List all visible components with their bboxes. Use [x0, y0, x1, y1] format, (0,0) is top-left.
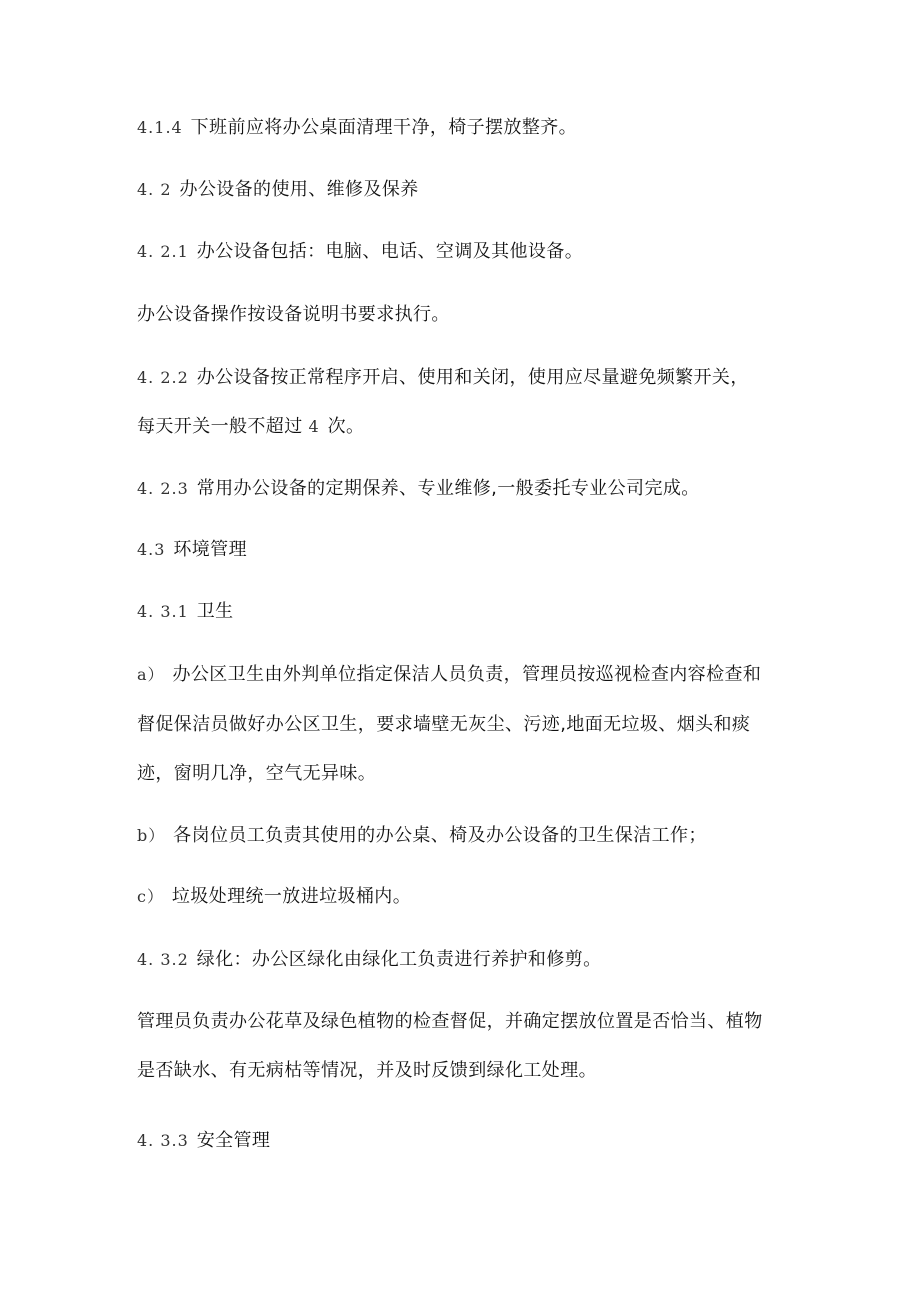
clause-4-3-heading: [137, 538, 797, 562]
clause-4-2-2: [137, 366, 797, 390]
paragraph-text: 办公设备操作按设备说明书要求执行。: [137, 304, 450, 325]
inline-number: 4: [308, 417, 320, 436]
item-text: 办公区卫生由外判单位指定保洁人员负责，管理员按巡视检查内容检查和: [172, 664, 762, 685]
clause-text: 办公设备的使用、维修及保养: [179, 179, 419, 200]
item-text: 迹，窗明几净，空气无异味。: [137, 763, 377, 784]
item-marker: a）: [137, 665, 165, 684]
paragraph-line: [137, 1010, 797, 1034]
clause-number: 4. 2: [137, 180, 172, 199]
clause-number: 4. 3.2: [137, 950, 189, 969]
clause-text: 下班前应将办公桌面清理干净，椅子摆放整齐。: [190, 117, 578, 138]
clause-text: 卫生: [196, 601, 234, 622]
item-text: 各岗位员工负责其使用的办公桌、椅及办公设备的卫生保洁工作；: [173, 825, 707, 846]
clause-text: 环境管理: [173, 539, 247, 560]
clause-4-1-4: [137, 116, 797, 140]
item-a-continuation: [137, 762, 797, 786]
paragraph-text: 每天开关一般不超过: [137, 416, 303, 437]
clause-number: 4.1.4: [137, 118, 183, 137]
clause-text: 办公设备包括：电脑、电话、空调及其他设备。: [196, 241, 584, 262]
clause-4-3-3: [137, 1129, 797, 1153]
paragraph-text: 管理员负责办公花草及绿色植物的检查督促，并确定摆放位置是否恰当、植物: [137, 1011, 763, 1032]
clause-number: 4. 3.3: [137, 1131, 189, 1150]
paragraph-text: 次。: [327, 416, 365, 437]
item-marker: b）: [137, 826, 166, 845]
paragraph-line: [137, 303, 797, 327]
item-c: [137, 885, 797, 909]
item-text: 督促保洁员做好办公区卫生，要求墙壁无灰尘、污迹,地面无垃圾、烟头和痰: [137, 714, 751, 735]
item-marker: c）: [137, 887, 164, 906]
paragraph-line: [137, 1059, 797, 1083]
clause-text: 常用办公设备的定期保养、专业维修,一般委托专业公司完成。: [196, 478, 700, 499]
item-b: [137, 824, 797, 848]
clause-4-3-1: [137, 600, 797, 624]
clause-text: 安全管理: [196, 1130, 271, 1151]
clause-number: 4. 2.3: [137, 479, 189, 498]
clause-4-3-2: [137, 948, 797, 972]
clause-4-2-1: [137, 240, 797, 264]
clause-number: 4.3: [137, 540, 166, 559]
clause-number: 4. 3.1: [137, 602, 189, 621]
clause-text: 办公设备按正常程序开启、使用和关闭，使用应尽量避免频繁开关，: [196, 367, 749, 388]
clause-4-2-heading: [137, 178, 797, 202]
clause-number: 4. 2.1: [137, 242, 189, 261]
item-a-continuation: [137, 713, 797, 737]
clause-text: 绿化：办公区绿化由绿化工负责进行养护和修剪。: [196, 949, 602, 970]
paragraph-text: 是否缺水、有无病枯等情况，并及时反馈到绿化工处理。: [137, 1060, 597, 1081]
clause-4-2-2-continuation: [137, 415, 797, 439]
clause-4-2-3: [137, 477, 797, 501]
clause-number: 4. 2.2: [137, 368, 189, 387]
item-a: [137, 663, 797, 687]
item-text: 垃圾处理统一放进垃圾桶内。: [171, 886, 412, 907]
